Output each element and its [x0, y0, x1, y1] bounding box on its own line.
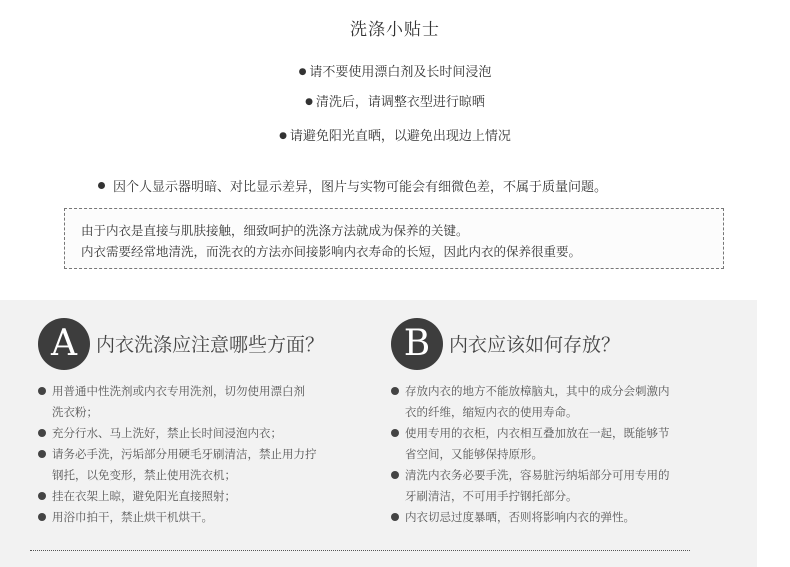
bullet-icon [98, 182, 105, 189]
letter-a-badge: A [38, 318, 90, 370]
list-item: 用普通中性洗剂或内衣专用洗剂，切勿使用漂白剂 洗衣粉； [38, 381, 317, 423]
tip-item [0, 125, 790, 144]
tip-text: 请避免阳光直晒，以避免出现边上情况 [289, 129, 511, 144]
section-b-heading: 内衣应该如何存放？ [449, 334, 621, 356]
tip-text: 请不要使用漂白剂及长时间浸泡 [309, 65, 492, 80]
list-item: 存放内衣的地方不能放樟脑丸，其中的成分会刺激内 衣的纤维，缩短内衣的使用寿命。 [391, 381, 670, 423]
list-item: 充分行水、马上洗好，禁止长时间浸泡内衣； [38, 423, 317, 444]
bullet-icon: ● [298, 67, 307, 77]
bullet-icon: ● [279, 131, 287, 141]
section-b-list [391, 381, 670, 528]
intro-line: 内衣需要经常地清洗，而洗衣的方法亦间接影响内衣寿命的长短，因此内衣的保养很重要。 [81, 244, 582, 259]
list-item: 使用专用的衣柜，内衣相互叠加放在一起，既能够节 省空间，又能够保持原形。 [391, 423, 670, 465]
list-item: 清洗内衣务必要手洗，容易脏污纳垢部分可用专用的 牙刷清洁，不可用手拧钢托部分。 [391, 465, 670, 507]
page-title: 洗涤小贴士 [350, 20, 440, 40]
list-item: 用浴巾拍干，禁止烘干机烘干。 [38, 507, 317, 528]
list-item: 请务必手洗，污垢部分用硬毛牙刷清洁，禁止用力拧 钢托，以免变形，禁止使用洗衣机； [38, 444, 317, 486]
tip-item [0, 91, 790, 110]
list-item: 挂在衣架上晾，避免阳光直接照射； [38, 486, 317, 507]
tip-text: 清洗后，请调整衣型进行晾晒 [315, 95, 485, 110]
color-notice [98, 176, 607, 195]
divider [30, 550, 690, 551]
bullet-icon: ● [305, 97, 313, 107]
notice-text: 因个人显示器明暗、对比显示差异，图片与实物可能会有细微色差，不属于质量问题。 [113, 180, 608, 195]
section-a-list [38, 381, 317, 528]
intro-line: 由于内衣是直接与肌肤接触，细致呵护的洗涤方法就成为保养的关键。 [81, 223, 469, 238]
care-intro-box [64, 208, 724, 269]
letter-b-badge: B [391, 318, 443, 370]
section-a-heading: 内衣洗涤应注意哪些方面？ [96, 334, 325, 356]
tip-item [0, 61, 790, 80]
list-item: 内衣切忌过度暴晒，否则将影响内衣的弹性。 [391, 507, 670, 528]
